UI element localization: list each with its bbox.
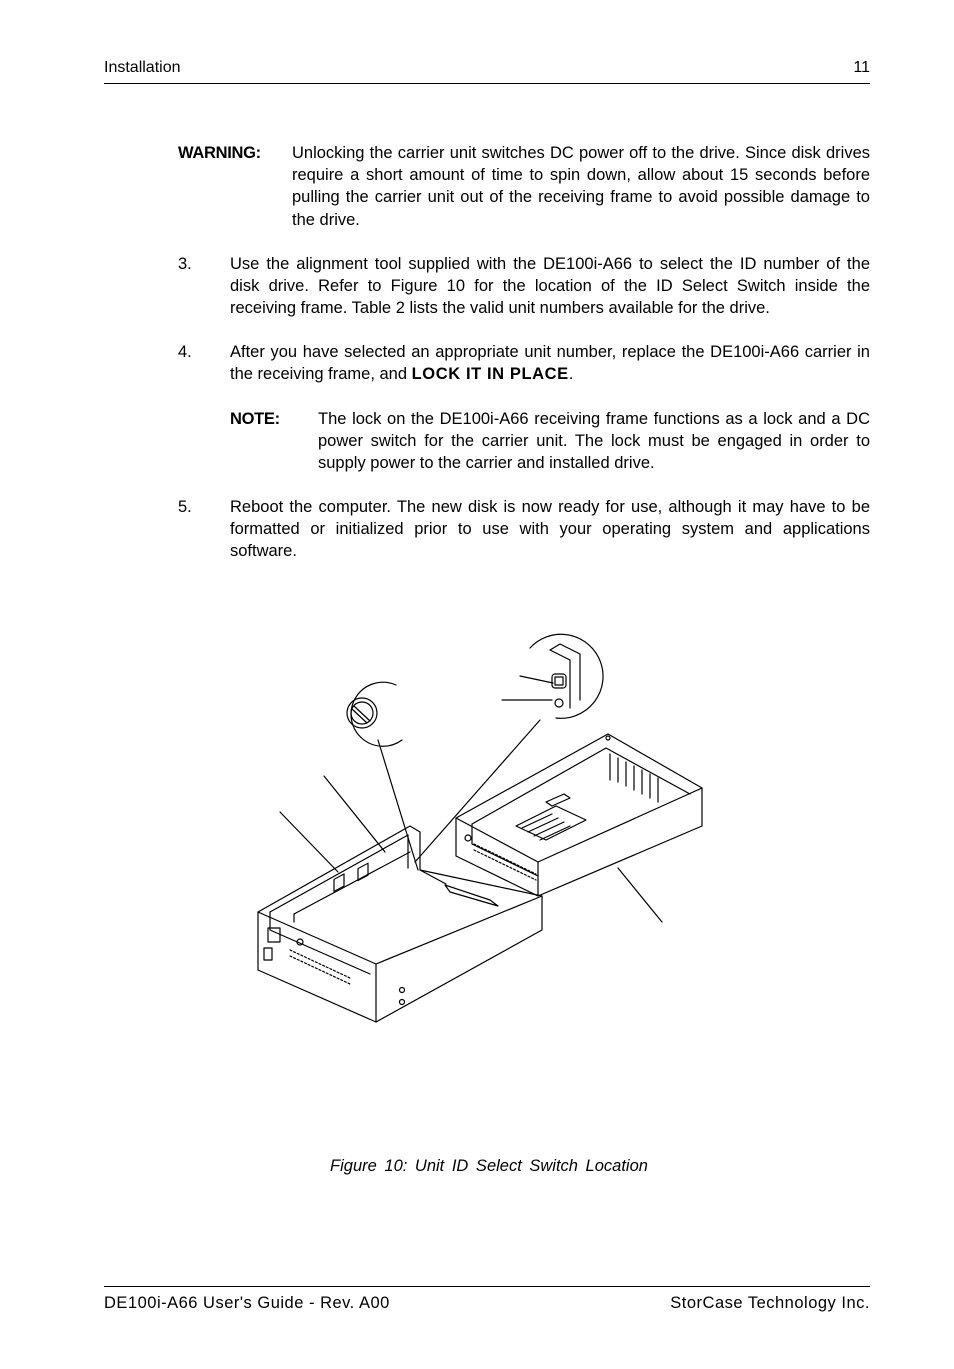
step-number: 5. (178, 498, 192, 516)
page-header (104, 59, 870, 84)
receiving-frame (258, 826, 542, 1022)
step-number: 4. (178, 343, 192, 361)
emphasis-text: LOCK IT IN PLACE (411, 365, 569, 384)
switch-detail-circle (347, 682, 402, 746)
carrier-unit (456, 734, 702, 896)
step-text (230, 341, 870, 385)
step-text: Use the alignment tool supplied with the DE100i-A66 to select the ID number of the disk drive. Refer to Figure 10 for the location of the ID Select Switch inside the receiving frame. Table 2 lists the valid unit numbers available for the drive. (230, 255, 870, 318)
warning-text: Unlocking the carrier unit switches DC power off to the drive. Since disk drives require a short amount of time to spin down, allow about 15 seconds before pulling the carrier unit out of the receiving frame to avoid possible damage to the drive. (292, 144, 870, 229)
lock-detail-circle (502, 634, 603, 718)
page-footer (104, 1286, 870, 1312)
page-number: 11 (853, 59, 870, 76)
figure-caption: Figure 10: Unit ID Select Switch Location (330, 1157, 648, 1175)
company-name: StorCase Technology Inc. (670, 1294, 870, 1312)
step-text: Reboot the computer. The new disk is now ready for use, although it may have to be formatted or initialized prior to use with your operating system and applications software. (230, 498, 870, 561)
note-label: NOTE: (230, 410, 280, 428)
figure-illustration (250, 630, 710, 1030)
step-text-part: . (568, 365, 574, 384)
step-number: 3. (178, 255, 192, 273)
warning-label: WARNING: (178, 144, 261, 162)
document-title: DE100i-A66 User's Guide - Rev. A00 (104, 1294, 390, 1312)
section-title: Installation (104, 59, 181, 76)
step-text-part: After you have selected an appropriate unit number, replace the DE100i-A66 carrier in the receiving frame, and (230, 343, 870, 384)
note-text: The lock on the DE100i-A66 receiving frame functions as a lock and a DC power switch for the carrier unit. The lock must be engaged in order to supply power to the carrier and installed drive. (318, 410, 870, 473)
